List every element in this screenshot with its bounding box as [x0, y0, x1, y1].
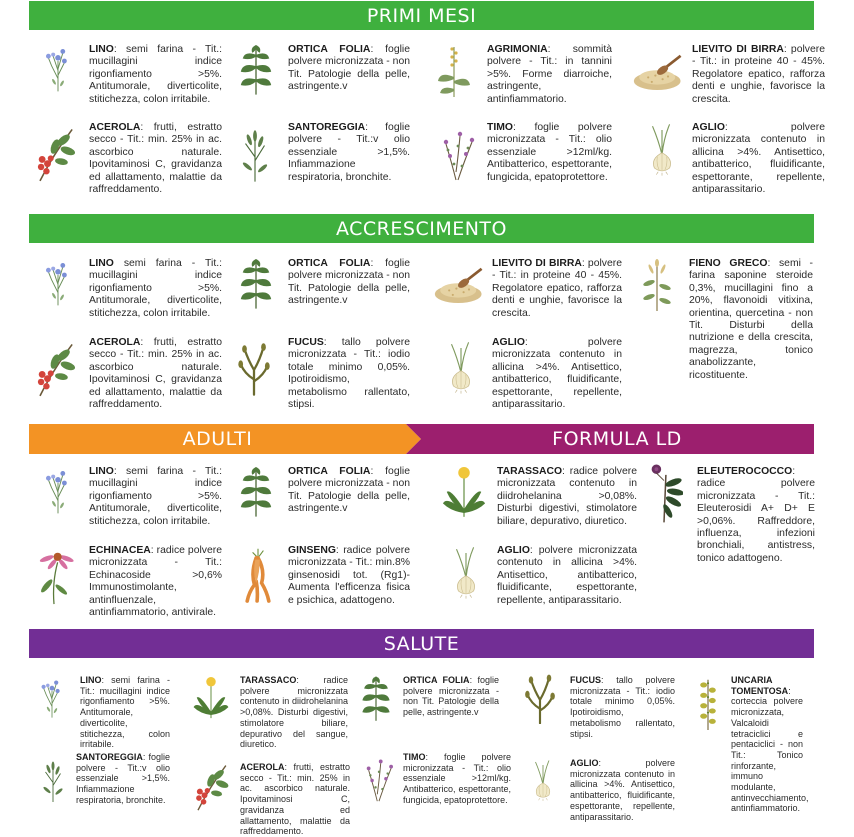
product-name: AGLIO — [492, 337, 525, 348]
product-name: TARASSACO — [240, 675, 297, 685]
fucus-illustration — [522, 672, 558, 724]
product-desc: : radice polvere micronizzata - Tit.: min.8% ginsenosidi tot. (Rg1)- Aumenta l'efficenza fisica e psichica, adattogeno. — [288, 545, 410, 606]
product-ortica — [288, 466, 410, 516]
product-eleuterococco — [697, 466, 815, 565]
fenugreek-illustration — [637, 254, 677, 312]
product-lino — [89, 258, 222, 320]
uncaria-illustration — [695, 676, 721, 732]
product-desc: : semi farina - Tit.: mucillagini indice rigonfiamento >5%. Antitumorale, diverticolite, stitichezza, colon irritabile. — [80, 675, 170, 750]
agrimony-illustration — [434, 40, 474, 98]
product-name: ORTICA FOLIA — [288, 466, 371, 477]
yeast-illustration — [632, 52, 686, 92]
product-name: TIMO — [487, 122, 513, 133]
product-timo — [403, 752, 511, 806]
product-name: AGLIO — [570, 758, 599, 768]
product-name: ORTICA FOLIA — [403, 675, 470, 685]
nettle-illustration — [237, 462, 275, 518]
product-fieno-greco — [689, 258, 813, 382]
section-formula-ld — [420, 424, 814, 454]
product-lievito — [692, 44, 825, 106]
garlic-illustration — [447, 543, 485, 601]
product-desc: : semi farina - Tit.: mucillagini indice rigonfiamento >5%. Antitumorale, diverticolite, stitichezza, colon irritabile. — [89, 44, 222, 105]
product-desc: : radice polvere micronizzata - Tit.: Echinacoside >0,6% Immunostimolante, antinfluenzale, antinfiammatorio, antivirale. — [89, 545, 222, 619]
product-name: SANTOREGGIA — [288, 122, 366, 133]
section-accrescimento — [29, 214, 814, 243]
nettle-illustration — [359, 672, 393, 722]
product-name: LIEVITO DI BIRRA — [492, 258, 582, 269]
product-name: LINO — [89, 44, 114, 55]
product-name: AGRIMONIA — [487, 44, 548, 55]
echinacea-illustration — [34, 543, 74, 607]
dandelion-illustration — [441, 462, 487, 518]
product-desc: : sommità polvere - Tit.: in tannini >5%. Forme diarroiche, astringente, antinfiammatorio. — [487, 44, 612, 105]
product-ortica — [403, 675, 499, 718]
nettle-illustration — [237, 40, 275, 96]
product-aglio — [497, 545, 637, 607]
product-desc: : corteccia polvere micronizzata, Valcaloidi tetraciclici e pentaciclici - non Tit.: Tonico rinforzante, immuno modulante, antinvecchiamento, antinfiammatorio. — [731, 685, 809, 814]
product-name: GINSENG — [288, 545, 336, 556]
product-ortica — [288, 258, 410, 308]
product-desc: : radice polvere micronizzata contenuto in diidrohelanina >0,08%. Disturbi digestivi, stimolatore biliare, depurativo, diuretico. — [497, 466, 637, 527]
product-fucus — [570, 675, 675, 739]
section-title: PRIMI MESI — [366, 4, 477, 27]
product-lino — [89, 44, 222, 106]
product-desc: : radice polvere micronizzata contenuto in diidrohelanina >0,08%. Disturbi digestivi, stimolatore biliare, depurativo del sangue, diuretico. — [240, 675, 348, 750]
product-desc: : frutti, estratto secco - Tit.: min. 25% in ac. ascorbico naturale. Ipovitaminosi C, gravidanza ed allattamento, malattie da raffreddamento. — [89, 122, 222, 196]
product-acerola — [89, 337, 222, 411]
product-name: FUCUS — [570, 675, 601, 685]
acerola-illustration — [30, 123, 80, 183]
section-title: SALUTE — [383, 632, 460, 655]
section-title: ADULTI — [182, 428, 253, 450]
acerola-illustration — [190, 760, 232, 812]
product-name: TIMO — [403, 752, 426, 762]
product-fucus — [288, 337, 410, 411]
section-salute — [29, 629, 814, 658]
product-echinacea — [89, 545, 222, 619]
flax-illustration — [42, 40, 74, 98]
product-santoreggia — [288, 122, 410, 184]
product-desc: : frutti, estratto secco - Tit.: min. 25% in ac. ascorbico naturale. Ipovitaminosi C, gravidanza ed allattamento, malattie da raffreddamento. — [89, 337, 222, 411]
product-desc: : foglie polvere micronizzata - Tit.: olio essenziale >12ml/kg. Antibatterico, espettorante, fungicida, epatoprotettore. — [487, 122, 612, 183]
product-name: AGLIO — [497, 545, 530, 556]
product-desc: : foglie polvere micronizzata - non Tit. Patologie della pelle, astringente.v — [288, 466, 410, 515]
product-ginseng — [288, 545, 410, 607]
product-name: UNCARIA TOMENTOSA — [731, 675, 789, 696]
ginseng-illustration — [240, 542, 276, 606]
product-aglio — [492, 337, 622, 411]
product-uncaria — [731, 675, 809, 814]
product-name: ECHINACEA — [89, 545, 151, 556]
product-agrimonia — [487, 44, 612, 106]
product-desc: : foglie polvere micronizzata - Tit.: olio essenziale >12ml/kg. Antibatterico, espettorante, fungicida, epatoprotettore. — [403, 752, 511, 805]
product-desc: semi farina - Tit.: mucillagini indice rigonfiamento >5%. Antitumorale, diverticolite, stitichezza, colon irritabile. — [89, 258, 222, 319]
savory-illustration — [236, 127, 274, 183]
thyme-illustration — [436, 123, 480, 181]
product-santoreggia — [76, 752, 170, 806]
product-acerola — [89, 122, 222, 196]
fucus-illustration — [235, 340, 273, 396]
product-desc: : semi farina - Tit.: mucillagini indice rigonfiamento >5%. Antitumorale, diverticolite, stitichezza, colon irritabile. — [89, 466, 222, 527]
product-name: ACEROLA — [89, 122, 141, 133]
flax-illustration — [38, 672, 66, 724]
product-name: LINO — [89, 258, 114, 269]
flax-illustration — [42, 462, 74, 520]
dandelion-illustration — [192, 672, 230, 720]
product-name: ORTICA FOLIA — [288, 258, 371, 269]
product-name: FUCUS — [288, 337, 324, 348]
product-ortica — [288, 44, 410, 94]
product-name: LINO — [89, 466, 114, 477]
product-desc: : polvere micronizzata contenuto in allicina >4%. Antisettico, antibatterico, fluidificante, espettorante, repellente, antiparassitario. — [570, 758, 675, 822]
product-desc: : radice polvere micronizzata - Tit.: Eleuterosidi A+ D+ E >0,06%. Raffreddore, influenza, infezioni bronchiali, antistress, tonico adattogeno. — [697, 466, 815, 564]
product-desc: : polvere - Tit.: in proteine 40 - 45%. Regolatore epatico, rafforza denti e unghie, favorisce la crescita. — [492, 258, 622, 319]
nettle-illustration — [237, 254, 275, 310]
product-name: LINO — [80, 675, 102, 685]
product-desc: : tallo polvere micronizzata - Tit.: iodio totale minimo 0,05%. Ipotiroidismo, metabolismo rallentato, stipsi. — [570, 675, 675, 739]
section-title: ACCRESCIMENTO — [335, 217, 507, 240]
product-name: AGLIO — [692, 122, 725, 133]
product-lino — [89, 466, 222, 528]
product-tarassaco — [240, 675, 348, 750]
product-name: LIEVITO DI BIRRA — [692, 44, 784, 55]
product-desc: : foglie polvere micronizzata - non Tit. Patologie della pelle, astringente.v — [403, 675, 499, 718]
product-lino — [80, 675, 170, 750]
product-desc: : polvere micronizzata contenuto in allicina >4%. Antisettico, antibatterico, fluidificante, espettorante, repellente, antiparassitario. — [492, 337, 622, 411]
garlic-illustration — [528, 756, 558, 804]
product-desc: : frutti, estratto secco - Tit.: min. 25% in ac. ascorbico naturale. Ipovitaminosi C, gravidanza ed allattamento, malattie da raffreddamento. — [240, 762, 350, 837]
section-title: FORMULA LD — [552, 428, 682, 450]
savory-illustration — [38, 756, 68, 806]
thyme-illustration — [360, 752, 398, 802]
product-desc: : foglie polvere - Tit.:v olio essenziale >1,5%. Infiammazione respiratoria, bronchite. — [76, 752, 170, 805]
product-desc: : foglie polvere micronizzata - non Tit. Patologie della pelle, astringente.v — [288, 44, 410, 93]
product-tarassaco — [497, 466, 637, 528]
product-name: ACEROLA — [240, 762, 285, 772]
section-adulti — [29, 424, 406, 454]
product-timo — [487, 122, 612, 184]
product-aglio — [570, 758, 675, 822]
product-desc: : polvere micronizzata contenuto in allicina >4%. Antisettico, antibatterico, fluidificante, espettorante, repellente, antiparassitario. — [692, 122, 825, 196]
eleuthero-illustration — [645, 460, 683, 524]
product-name: TARASSACO — [497, 466, 563, 477]
product-desc: : foglie polvere - Tit.:v olio essenziale >1,5%. Infiammazione respiratoria, bronchite. — [288, 122, 410, 183]
product-desc: : tallo polvere micronizzata - Tit.: iodio totale minimo 0,05%. Ipotiroidismo, metabolismo rallentato, stipsi. — [288, 337, 410, 411]
garlic-illustration — [442, 338, 480, 396]
acerola-illustration — [30, 338, 80, 398]
product-desc: : polvere - Tit.: in proteine 40 - 45%. Regolatore epatico, rafforza denti e unghie, favorisce la crescita. — [692, 44, 825, 105]
product-desc: : semi - farina saponine steroide 0,3%, mucillagini fino a 20%, flavonoidi vitixina, orientina, quercetina - non Tit. Disturbi della nutrizione e della crescita, magrezza, tonico anabolizzante, ricostituente. — [689, 258, 813, 381]
flax-illustration — [42, 254, 74, 312]
yeast-illustration — [433, 265, 487, 305]
product-name: ORTICA FOLIA — [288, 44, 371, 55]
product-acerola — [240, 762, 350, 837]
product-name: ELEUTEROCOCCO — [697, 466, 793, 477]
product-lievito — [492, 258, 622, 320]
product-aglio — [692, 122, 825, 196]
product-name: FIENO GRECO — [689, 258, 768, 269]
product-desc: : polvere micronizzata contenuto in allicina >4%. Antisettico, antibatterico, fluidificante, espettorante, repellente, antiparassitario. — [497, 545, 637, 606]
product-name: ACEROLA — [89, 337, 141, 348]
garlic-illustration — [643, 120, 681, 178]
section-primi-mesi — [29, 1, 814, 30]
product-name: SANTOREGGIA — [76, 752, 143, 762]
product-desc: : foglie polvere micronizzata - non Tit. Patologie della pelle, astringente.v — [288, 258, 410, 307]
